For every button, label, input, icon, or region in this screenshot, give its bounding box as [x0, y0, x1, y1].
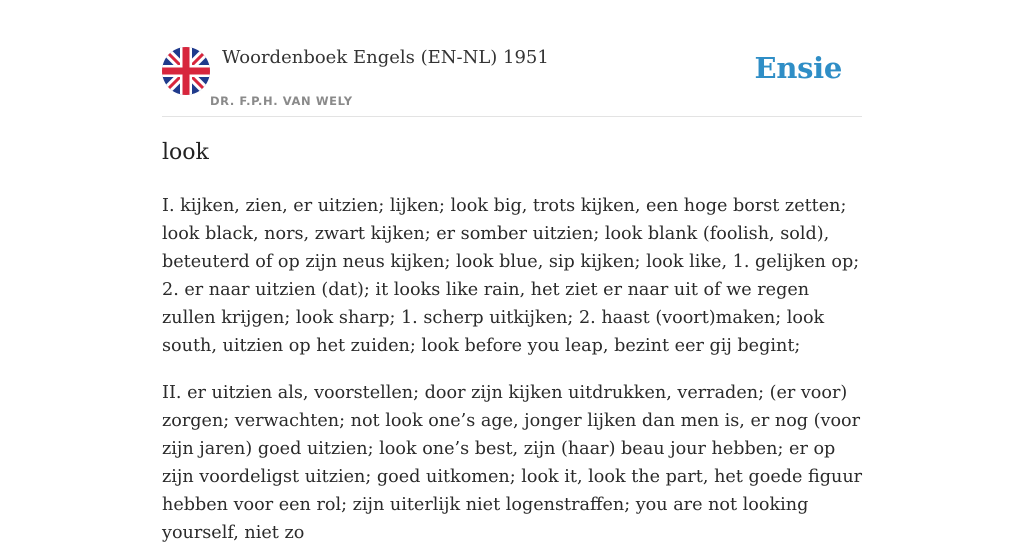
dictionary-author: DR. F.P.H. VAN WELY	[210, 94, 353, 108]
ensie-logo-link[interactable]: Ensie	[754, 51, 842, 85]
entry-headword: look	[162, 140, 209, 165]
dictionary-header	[162, 46, 862, 117]
dictionary-title[interactable]: Woordenboek Engels (EN-NL) 1951	[222, 47, 549, 68]
definition-paragraph: I. kijken, zien, er uitzien; lijken; look big, trots kijken, een hoge borst zetten; look black, nors, zwart kijken; er somber uitzien; look blank (foolish, sold), beteuterd of op zijn neus kijken; look blue, sip kijken; look like, 1. gelijken op; 2. er naar uitzien (dat); it looks like rain, het ziet er naar uit of we regen zullen krijgen; look sharp; 1. scherp uitkijken; 2. haast (voort)maken; look south, uitzien op het zuiden; look before you leap, bezint eer gij begint;	[162, 196, 860, 356]
united-kingdom-flag-icon	[162, 47, 210, 95]
definition-paragraph: II. er uitzien als, voorstellen; door zijn kijken uitdrukken, verraden; (er voor) zorgen; verwachten; not look one’s age, jonger lijken dan men is, er nog (voor zijn jaren) goed uitzien; look one’s best, zijn (haar) beau jour hebben; er op zijn voordeligst uitzien; goed uitkomen; look it, look the part, het goede figuur hebben voor een rol; zijn uiterlijk niet logenstraffen; you are not looking yourself, niet zo	[162, 383, 863, 543]
